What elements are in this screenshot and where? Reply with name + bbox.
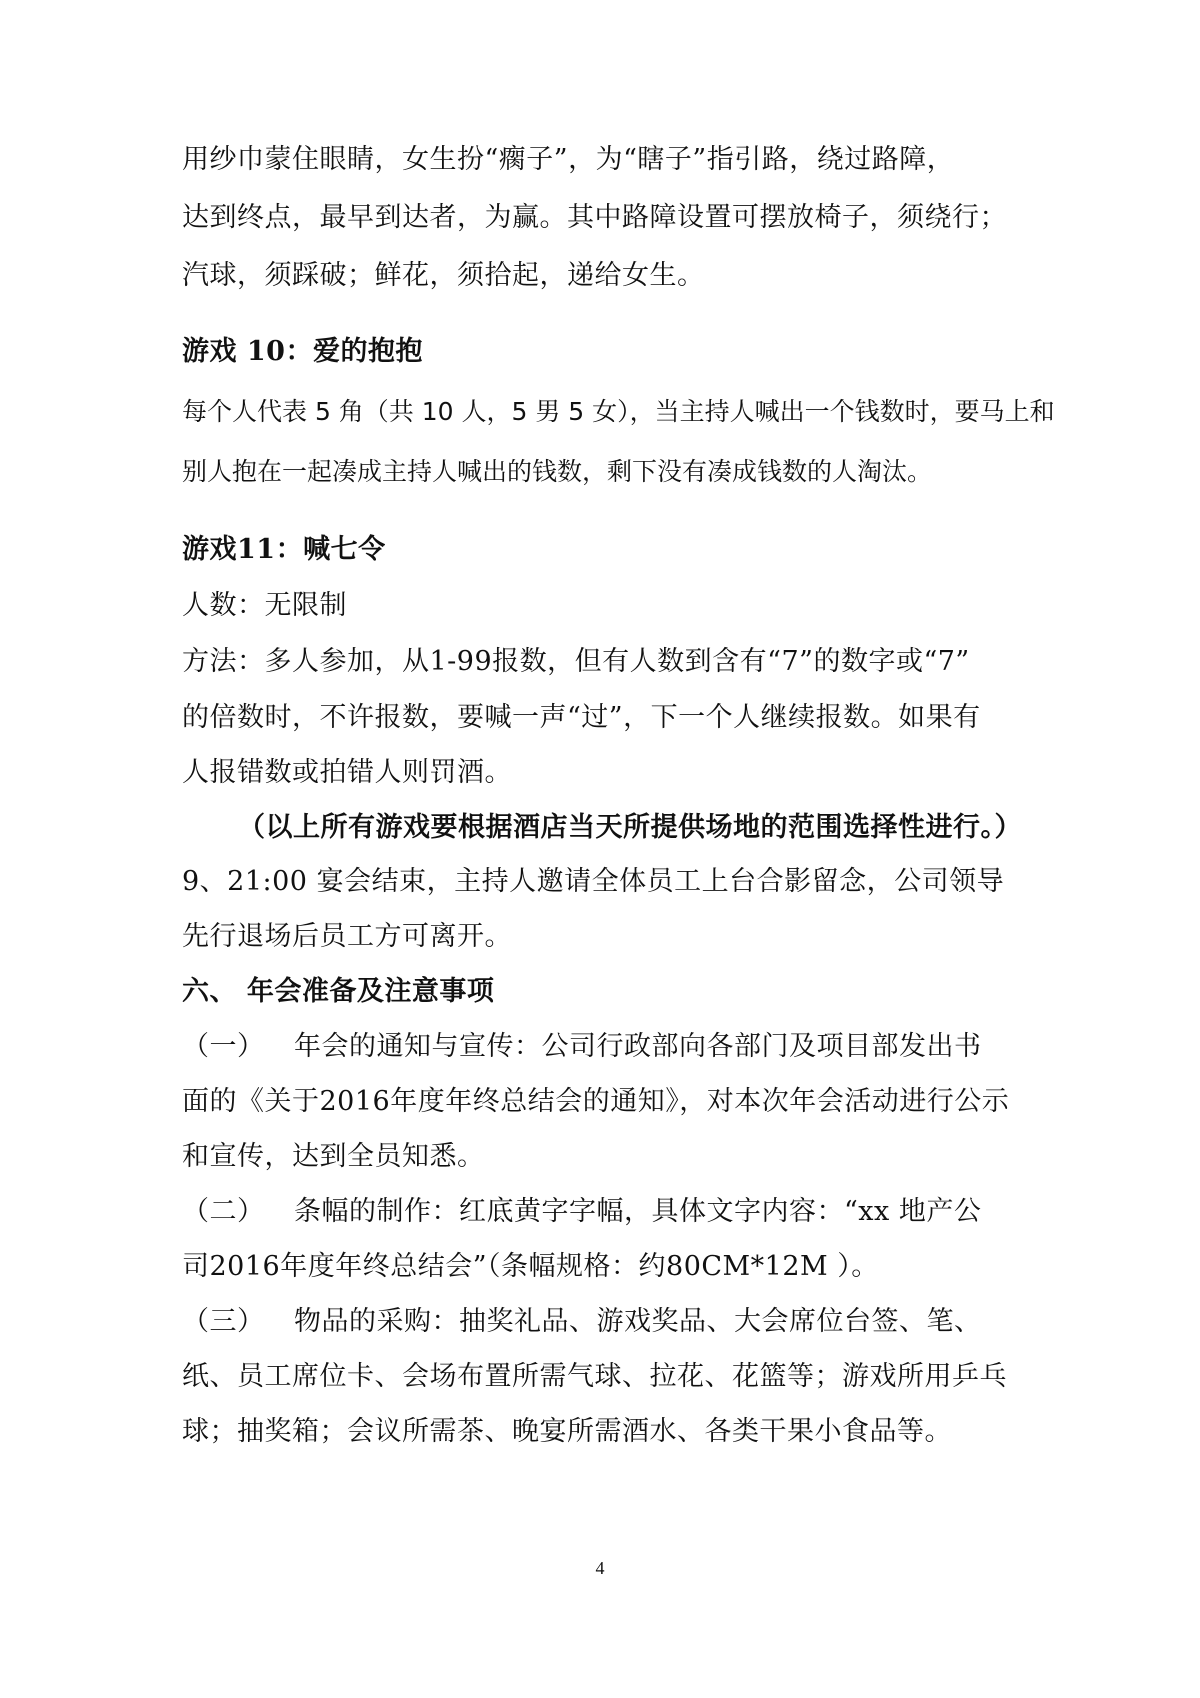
sub3-text-1: 物品的采购：抽奖礼品、游戏奖品、大会席位台签、笔、 <box>294 1306 982 1337</box>
game11-heading: 游戏11：喊七令 <box>182 534 386 565</box>
sub3-line-3: 球；抽奖箱；会议所需茶、晚宴所需酒水、各类干果小食品等。 <box>182 1416 952 1447</box>
sub1-line-1 <box>182 1027 1027 1067</box>
sub3-line-1 <box>182 1302 1027 1342</box>
sub1-text-1: 年会的通知与宣传：公司行政部向各部门及项目部发出书 <box>294 1031 982 1062</box>
sub1-line-3: 和宣传，达到全员知悉。 <box>182 1141 485 1172</box>
game10-line-2: 别人抱在一起凑成主持人喊出的钱数，剩下没有凑成钱数的人淘汰。 <box>182 457 933 486</box>
sub2-line-2: 司2016年度年终总结会”（条幅规格：约80CM*12M ）。 <box>182 1251 879 1282</box>
sub2-label: （二） <box>182 1196 265 1227</box>
sub1-label: （一） <box>182 1031 265 1062</box>
game11-method-line-3: 人报错数或拍错人则罚酒。 <box>182 757 512 788</box>
sub2-text-1: 条幅的制作：红底黄字字幅，具体文字内容：“xx 地产公 <box>294 1196 982 1227</box>
intro-line-1: 用纱巾蒙住眼睛，女生扮“瘸子”，为“瞎子”指引路，绕过路障， <box>182 144 955 175</box>
game11-players: 人数：无限制 <box>182 590 347 621</box>
game11-method-line-1: 方法：多人参加，从1-99报数，但有人数到含有“7”的数字或“7” <box>182 646 970 677</box>
game10-heading: 游戏 10：爱的抱抱 <box>182 336 423 367</box>
sub3-label: （三） <box>182 1306 265 1337</box>
sub2-line-1 <box>182 1192 1027 1232</box>
intro-line-3: 汽球，须踩破；鲜花，须拾起，递给女生。 <box>182 260 705 291</box>
game10-line-1: 每个人代表 5 角（共 10 人，5 男 5 女），当主持人喊出一个钱数时，要马上和 <box>182 397 1055 426</box>
games-note: （以上所有游戏要根据酒店当天所提供场地的范围选择性进行。） <box>238 812 1022 843</box>
game11-method-line-2: 的倍数时，不许报数，要喊一声“过”，下一个人继续报数。如果有 <box>182 702 981 733</box>
sub3-line-2: 纸、员工席位卡、会场布置所需气球、拉花、花篮等；游戏所用乒乓 <box>182 1361 1007 1392</box>
sub1-line-2: 面的《关于2016年度年终总结会的通知》，对本次年会活动进行公示 <box>182 1086 1010 1117</box>
intro-line-2: 达到终点，最早到达者，为赢。其中路障设置可摆放椅子，须绕行； <box>182 202 1007 233</box>
item9-line-2: 先行退场后员工方可离开。 <box>182 921 512 952</box>
item9-line-1: 9、21:00 宴会结束，主持人邀请全体员工上台合影留念，公司领导 <box>182 866 1005 897</box>
page-number: 4 <box>595 1558 605 1578</box>
section6-heading: 六、 年会准备及注意事项 <box>182 976 495 1007</box>
